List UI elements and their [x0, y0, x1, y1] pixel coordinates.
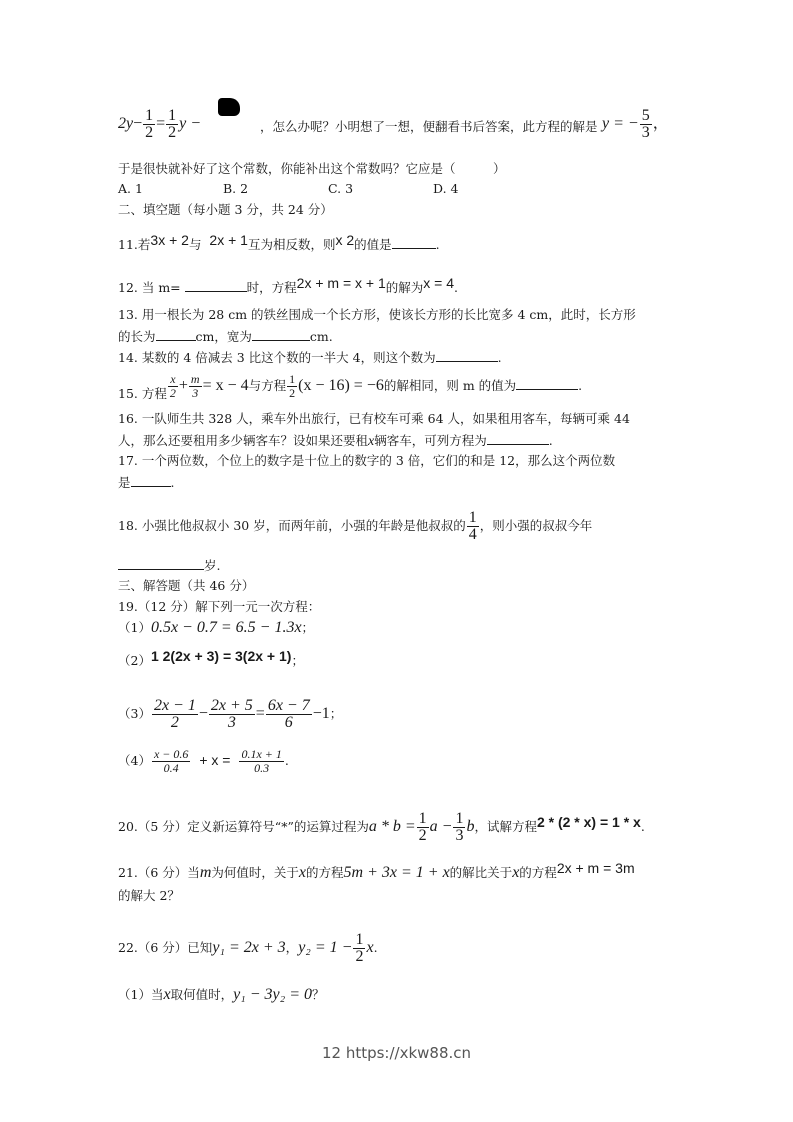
q15: 15. 方程 $\frac{x}{2}$ + $\frac{m}{3}$ = x − 4与方程 $\frac{1}{2}$ (x − 16) = −6的解相同，则 m 的值为 . [118, 372, 583, 401]
q18-line2: 岁. [118, 557, 220, 574]
answer-blank[interactable] [252, 328, 310, 341]
q18: 18. 小强比他叔叔小 30 岁，而两年前，小强的年龄是他叔叔的 $\frac{1}{4}$ ，则小强的叔叔今年 [118, 509, 593, 543]
answer-blank[interactable] [156, 328, 196, 341]
q19-title: 19.（12 分）解下列一元一次方程： [118, 599, 321, 614]
q22-part1: （1）当x取何值时，y₁ − 3y₂ = 0？ [118, 986, 325, 1003]
section2-heading: 二、填空题（每小题 3 分，共 24 分） [118, 202, 333, 217]
q19-part4: （4） $\frac{x - 0.6}{0.4}$ + x = $\frac{0.1x + 1}{0.3}$ . [118, 747, 289, 775]
page-footer: 12 https://xkw88.cn [321, 1044, 472, 1062]
q13-line1: 13. 用一根长为 28 cm 的铁丝围成一个长方形，使该长方形的长比宽多 4 cm，此时，长方形 [118, 307, 636, 322]
answer-blank[interactable] [185, 279, 247, 292]
q10-solution: y = − $\frac{5}{3}$ ， [602, 107, 669, 141]
fraction: $\frac{1}{2}$ [168, 107, 177, 141]
answer-blank[interactable] [118, 557, 204, 570]
q21-line1: 21.（6 分）当m为何值时，关于x的方程5m + 3x = 1 + x的解比关于x的方程2x + m = 3m [118, 860, 635, 881]
choice-c: C. 3 [328, 181, 354, 196]
q16-line2: 人，那么还要租用多少辆客车？设如果还要租x辆客车，可列方程为 . [118, 433, 553, 449]
q21-line2: 的解大 2？ [118, 888, 180, 903]
q12: 12. 当 m= 时，方程2x + m = x + 1的解为x = 4. [118, 275, 459, 295]
choice-a: A. 1 [118, 181, 143, 196]
q19-part3: （3） $\frac{2x - 1}{2}$ − $\frac{2x + 5}{3}$ = $\frac{6x - 7}{6}$ −1； [118, 697, 343, 731]
q10-equation-line: 2y− $\frac{1}{2}$ = $\frac{1}{2}$ y − [118, 107, 202, 141]
q16-line1: 16. 一队师生共 328 人，乘车外出旅行，已有校车可乘 64 人，如果租用客车，每辆可乘 44 [118, 411, 630, 426]
q17-line1: 17. 一个两位数，个位上的数字是十位上的数字的 3 倍，它们的和是 12，那么这个两位数 [118, 453, 616, 468]
eq-term: 2y [118, 115, 134, 133]
q10-text: ，怎么办呢？小明想了一想，便翻看书后答案，此方程的解是 [260, 119, 598, 134]
q14: 14. 某数的 4 倍减去 3 比这个数的一半大 4，则这个数为 . [118, 350, 502, 365]
fraction: $\frac{1}{2}$ [145, 107, 154, 141]
q19-part1: （1）0.5x − 0.7 = 6.5 − 1.3x； [118, 619, 315, 636]
q13-line2: 的长为 cm，宽为 cm. [118, 329, 333, 344]
q17-line2: 是 . [118, 475, 175, 490]
redaction-blot [218, 98, 240, 116]
answer-blank[interactable] [487, 432, 549, 445]
q19-part2: （2）1 2(2x + 3) = 3(2x + 1)； [118, 648, 304, 668]
q20: 20.（5 分）定义新运算符号“*”的运算过程为a * b = $\frac{1}{2}$ a − $\frac{1}{3}$ b，试解方程2 * (2 * x) = 1 * x. [118, 810, 645, 844]
answer-blank[interactable] [516, 377, 578, 390]
q22: 22.（6 分）已知y₁ = 2x + 3，y₂ = 1 − $\frac{1}{2}$ x. [118, 931, 378, 965]
q10-choices [118, 181, 538, 197]
q11: 11.若3x + 2与 2x + 1互为相反数，则x 2的值是 . [118, 232, 440, 252]
answer-blank[interactable] [436, 349, 498, 362]
q10-line2: 于是很快就补好了这个常数，你能补出这个常数吗？它应是（ ） [118, 161, 506, 176]
choice-b: B. 2 [223, 181, 249, 196]
choice-d: D. 4 [433, 181, 459, 196]
answer-blank[interactable] [131, 474, 171, 487]
answer-blank[interactable] [392, 236, 436, 249]
section3-heading: 三、解答题（共 46 分） [118, 578, 255, 593]
